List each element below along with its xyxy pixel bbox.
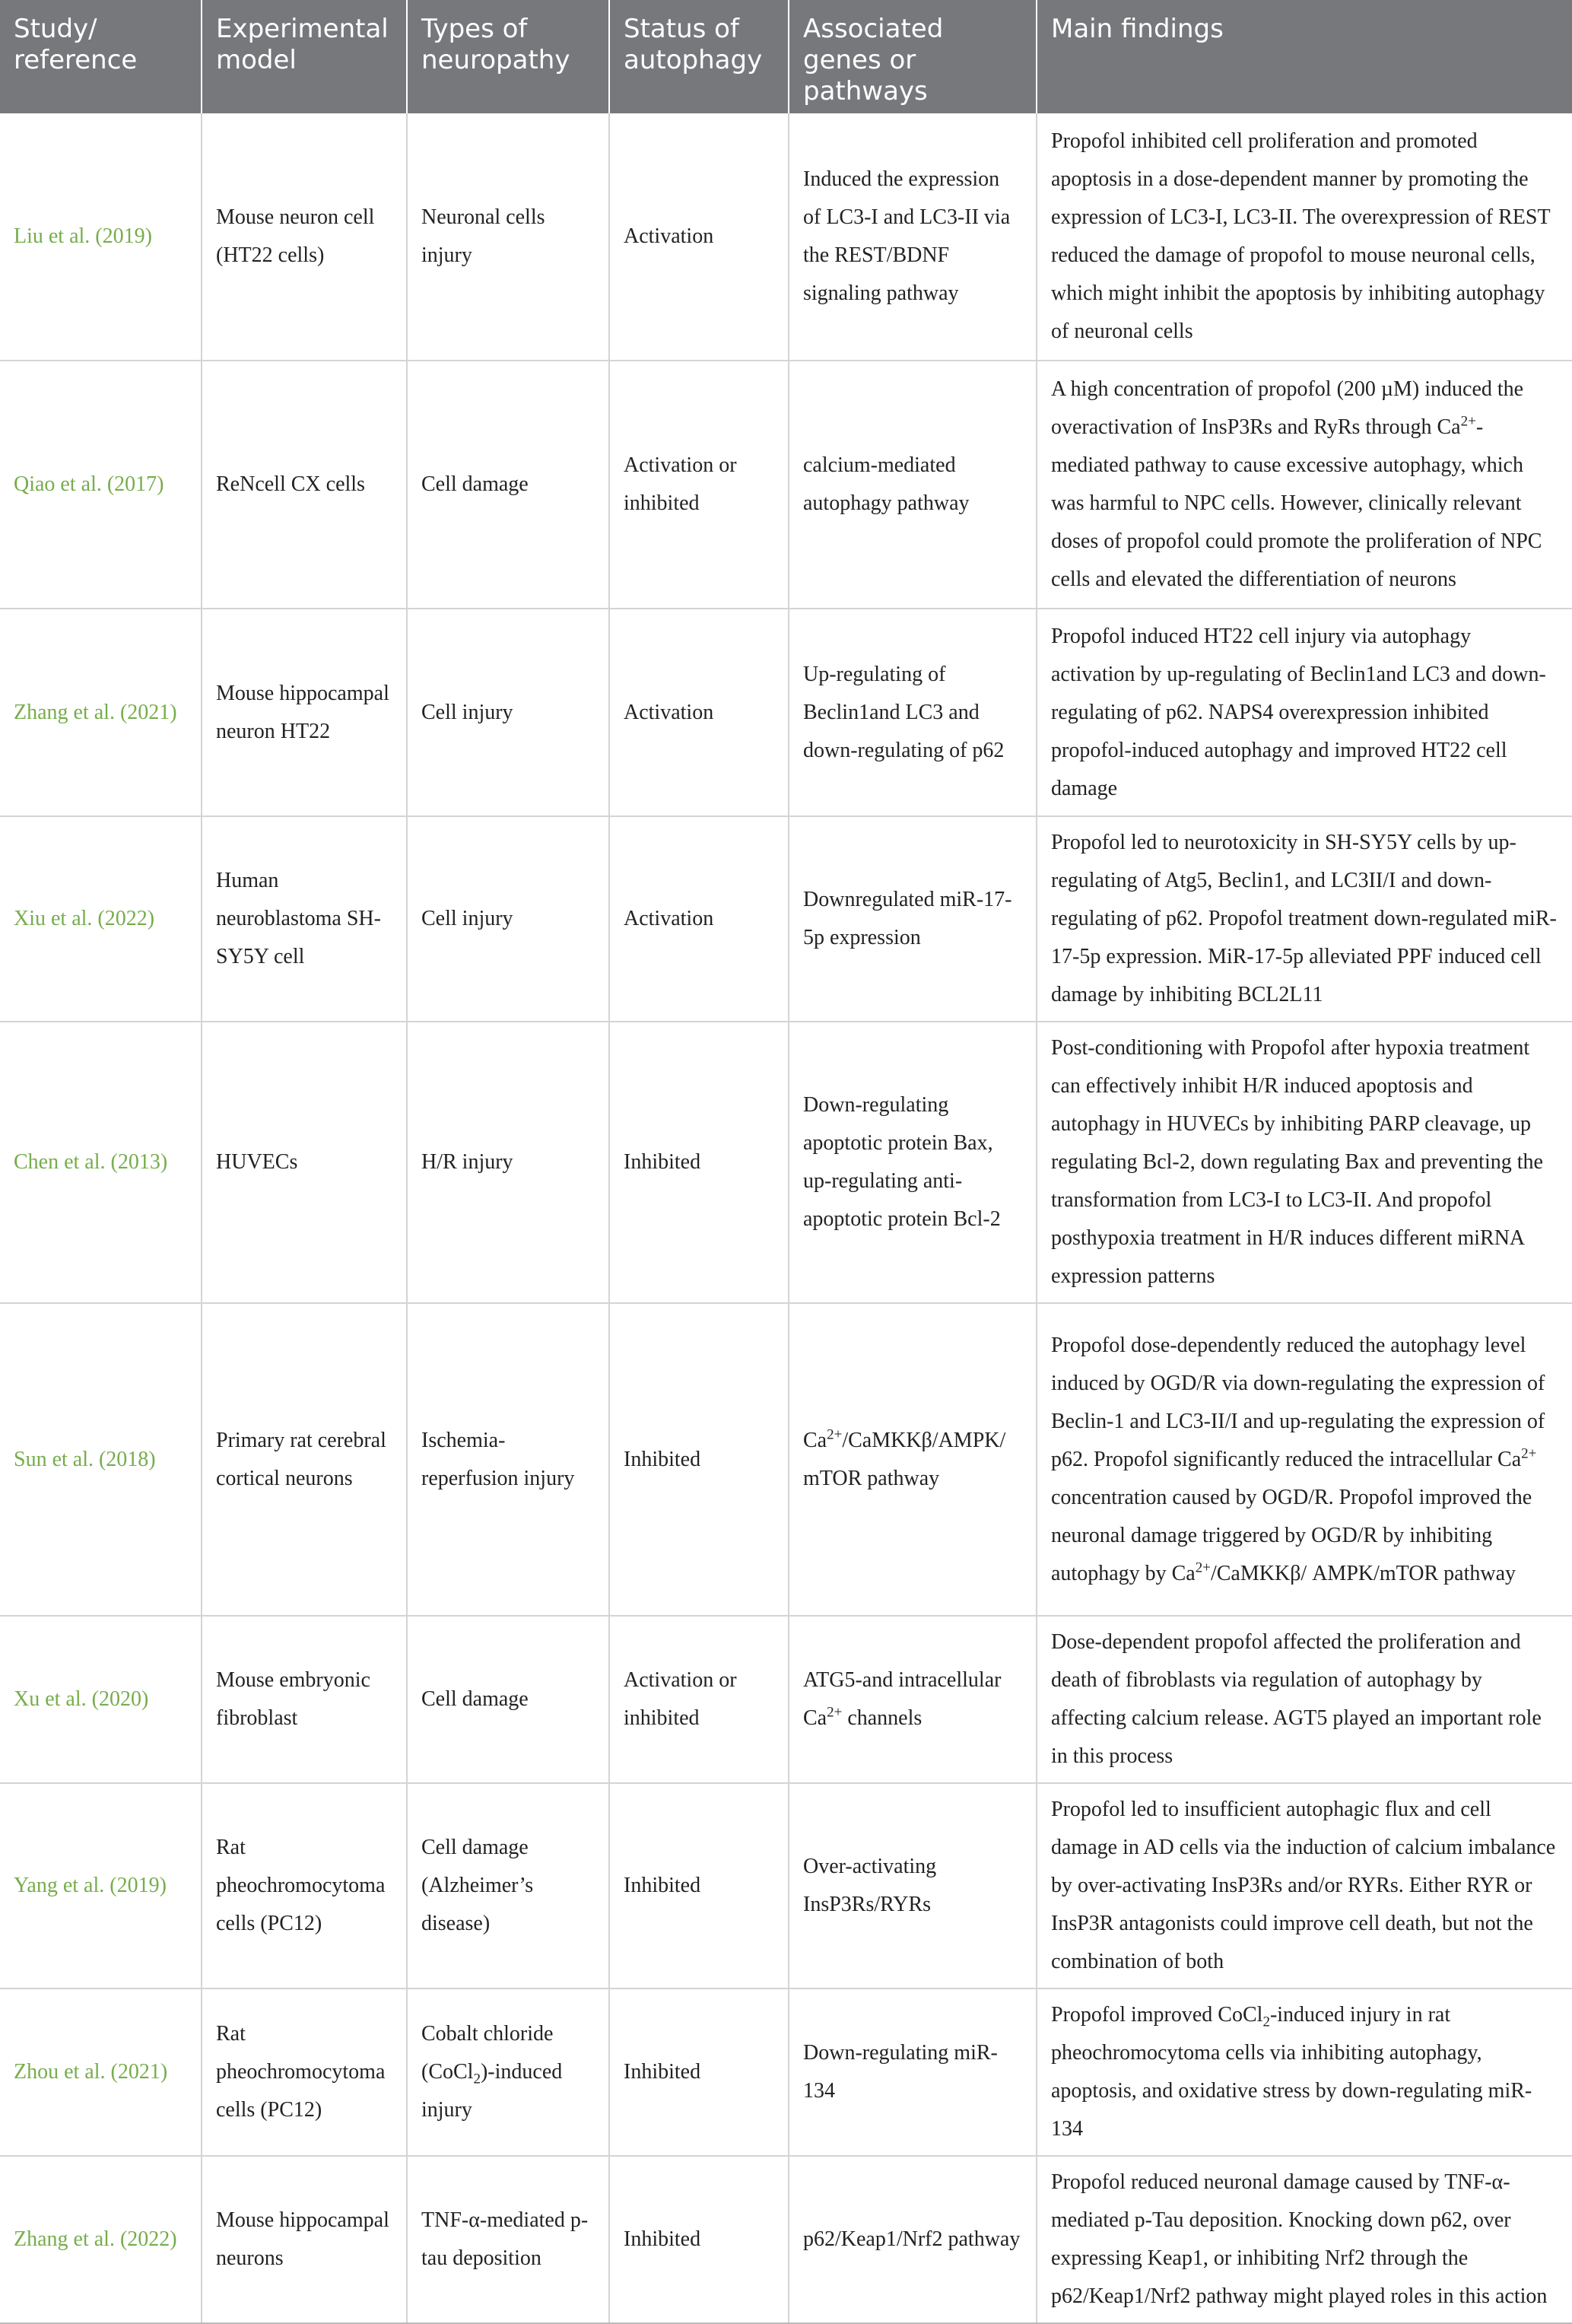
genes-pathways-cell: Up-regulating of Beclin1and LC3 and down-regulating of p62: [789, 609, 1037, 816]
main-findings-cell: Post-conditioning with Propofol after hypoxia treatment can effectively inhibit H/R induced apoptosis and autophagy in HUVECs by inhibiting PARP cleavage, up regulating Bcl-2, down regulating Bax and preventing the transformation from LC3-I to LC3-II. And propofol posthypoxia treatment in H/R induces different miRNA expression patterns: [1037, 1022, 1572, 1303]
study-reference-link[interactable]: Zhang et al. (2021): [0, 609, 202, 816]
main-findings-cell: Propofol inhibited cell proliferation and promoted apoptosis in a dose-dependent manner by promoting the expression of LC3-I, LC3-II. The overexpression of REST reduced the damage of propofol to mouse neuronal cells, which might inhibit the apoptosis by inhibiting autophagy of neuronal cells: [1037, 113, 1572, 361]
neuropathy-type-cell: Neuronal cells injury: [407, 113, 609, 361]
header-autophagy-status: Status of autophagy: [609, 0, 789, 113]
study-reference-link[interactable]: Liu et al. (2019): [0, 113, 202, 361]
findings-text-part: Propofol improved CoCl: [1051, 2003, 1263, 2027]
autophagy-status-cell: Activation or inhibited: [609, 1616, 789, 1783]
genes-pathways-cell: Downregulated miR-17-5p expression: [789, 816, 1037, 1022]
experimental-model-cell: ReNcell CX cells: [202, 361, 407, 609]
findings-text-part: Propofol dose-dependently reduced the autophagy level induced by OGD/R via down-regulating the expression of Beclin-1 and LC3-II/I and up-regulating the expression of p62. Propofol significantly reduced the intracellular Ca: [1051, 1333, 1545, 1471]
header-genes-pathways: Associated genes or pathways: [789, 0, 1037, 113]
experimental-model-cell: Rat pheochromocytoma cells (PC12): [202, 1783, 407, 1989]
neuropathy-type-cell: Cell damage (Alzheimer’s disease): [407, 1783, 609, 1989]
header-row: [0, 0, 1572, 113]
table-row: [0, 1303, 1572, 1616]
experimental-model-cell: Mouse hippocampal neurons: [202, 2156, 407, 2323]
superscript: 2+: [1460, 413, 1476, 430]
study-reference-link[interactable]: Zhou et al. (2021): [0, 1989, 202, 2156]
main-findings-cell: [1037, 1989, 1572, 2156]
neuropathy-type-cell: Ischemia-reperfusion injury: [407, 1303, 609, 1616]
genes-pathways-cell: Down-regulating apoptotic protein Bax, up-regulating anti-apoptotic protein Bcl-2: [789, 1022, 1037, 1303]
superscript: 2+: [827, 1426, 843, 1443]
table-row: [0, 1022, 1572, 1303]
neuropathy-type-cell: [407, 1989, 609, 2156]
experimental-model-cell: Rat pheochromocytoma cells (PC12): [202, 1989, 407, 2156]
superscript: 2+: [1521, 1445, 1537, 1462]
neuropathy-type-cell: TNF-α-mediated p-tau deposition: [407, 2156, 609, 2323]
study-reference-link[interactable]: Sun et al. (2018): [0, 1303, 202, 1616]
genes-pathways-cell: calcium-mediated autophagy pathway: [789, 361, 1037, 609]
genes-pathways-cell: Down-regulating miR-134: [789, 1989, 1037, 2156]
table-row: [0, 816, 1572, 1022]
table-row: [0, 609, 1572, 816]
autophagy-status-cell: Activation or inhibited: [609, 361, 789, 609]
study-reference-link[interactable]: Chen et al. (2013): [0, 1022, 202, 1303]
genes-pathways-cell: Induced the expression of LC3-I and LC3-II via the REST/BDNF signaling pathway: [789, 113, 1037, 361]
autophagy-status-cell: Activation: [609, 816, 789, 1022]
superscript: 2+: [827, 1704, 843, 1721]
autophagy-status-cell: Activation: [609, 113, 789, 361]
table-row: [0, 113, 1572, 361]
main-findings-cell: Dose-dependent propofol affected the proliferation and death of fibroblasts via regulation of autophagy by affecting calcium release. AGT5 played an important role in this process: [1037, 1616, 1572, 1783]
autophagy-status-cell: Activation: [609, 609, 789, 816]
genes-text-part: channels: [842, 1706, 923, 1730]
subscript: 2: [473, 2071, 481, 2087]
header-main-findings: Main findings: [1037, 0, 1572, 113]
findings-text-part: -mediated pathway to cause excessive autophagy, which was harmful to NPC cells. However, clinically relevant doses of propofol could promote the proliferation of NPC cells and elevated the differentiation of neurons: [1051, 415, 1542, 591]
main-findings-cell: Propofol reduced neuronal damage caused by TNF-α-mediated p-Tau deposition. Knocking down p62, over expressing Keap1, or inhibiting Nrf2 through the p62/Keap1/Nrf2 pathway might played roles in this action: [1037, 2156, 1572, 2323]
genes-pathways-cell: [789, 1616, 1037, 1783]
autophagy-status-cell: Inhibited: [609, 2156, 789, 2323]
study-reference-link[interactable]: Xu et al. (2020): [0, 1616, 202, 1783]
experimental-model-cell: Primary rat cerebral cortical neurons: [202, 1303, 407, 1616]
findings-text-part: /CaMKKβ/ AMPK/mTOR pathway: [1210, 1561, 1516, 1585]
experimental-model-cell: HUVECs: [202, 1022, 407, 1303]
table-row: [0, 361, 1572, 609]
main-findings-cell: [1037, 361, 1572, 609]
study-reference-link[interactable]: Xiu et al. (2022): [0, 816, 202, 1022]
experimental-model-cell: Human neuroblastoma SH-SY5Y cell: [202, 816, 407, 1022]
study-reference-link[interactable]: Qiao et al. (2017): [0, 361, 202, 609]
genes-text-part: /CaMKKβ/AMPK/ mTOR pathway: [803, 1428, 1006, 1490]
neuropathy-type-cell: Cell injury: [407, 609, 609, 816]
study-reference-link[interactable]: Yang et al. (2019): [0, 1783, 202, 1989]
autophagy-status-cell: Inhibited: [609, 1989, 789, 2156]
header-experimental-model: Experimental model: [202, 0, 407, 113]
neuropathy-type-cell: H/R injury: [407, 1022, 609, 1303]
findings-text-part: -induced injury in rat pheochromocytoma cells via inhibiting autophagy, apoptosis, and oxidative stress by down-regulating miR-134: [1051, 2003, 1532, 2141]
study-reference-link[interactable]: Zhang et al. (2022): [0, 2156, 202, 2323]
superscript: 2+: [1195, 1559, 1211, 1576]
neuropathy-type-cell: Cell damage: [407, 361, 609, 609]
table-row: [0, 1783, 1572, 1989]
neuropathy-text-part: )-induced injury: [421, 2060, 563, 2122]
autophagy-status-cell: Inhibited: [609, 1783, 789, 1989]
genes-text-part: Ca: [803, 1428, 827, 1452]
main-findings-cell: Propofol induced HT22 cell injury via autophagy activation by up-regulating of Beclin1and LC3 and down-regulating of p62. NAPS4 overexpression inhibited propofol-induced autophagy and improved HT22 cell damage: [1037, 609, 1572, 816]
findings-text-part: concentration caused by OGD/R. Propofol improved the neuronal damage triggered by OGD/R by inhibiting autophagy by Ca: [1051, 1485, 1532, 1585]
main-findings-cell: Propofol led to neurotoxicity in SH-SY5Y cells by up-regulating of Atg5, Beclin1, and LC3II/I and down-regulating of p62. Propofol treatment down-regulated miR-17-5p expression. MiR-17-5p alleviated PPF induced cell damage by inhibiting BCL2L11: [1037, 816, 1572, 1022]
experimental-model-cell: Mouse neuron cell (HT22 cells): [202, 113, 407, 361]
header-study: Study/ reference: [0, 0, 202, 113]
table-row: [0, 1989, 1572, 2156]
genes-pathways-cell: [789, 1303, 1037, 1616]
genes-pathways-cell: p62/Keap1/Nrf2 pathway: [789, 2156, 1037, 2323]
experimental-model-cell: Mouse embryonic fibroblast: [202, 1616, 407, 1783]
findings-text-part: A high concentration of propofol (200 µM) induced the overactivation of InsP3Rs and RyRs through Ca: [1051, 377, 1524, 439]
experimental-model-cell: Mouse hippocampal neuron HT22: [202, 609, 407, 816]
genes-pathways-cell: Over-activating InsP3Rs/RYRs: [789, 1783, 1037, 1989]
main-findings-cell: [1037, 1303, 1572, 1616]
neuropathy-type-cell: Cell damage: [407, 1616, 609, 1783]
neuropathy-type-cell: Cell injury: [407, 816, 609, 1022]
neuropathy-text-part: Cobalt chloride (CoCl: [421, 2022, 554, 2084]
header-neuropathy-type: Types of neuropathy: [407, 0, 609, 113]
genes-text-part: ATG5-and intracellular Ca: [803, 1668, 1002, 1730]
autophagy-status-cell: Inhibited: [609, 1022, 789, 1303]
table-row: [0, 1616, 1572, 1783]
main-findings-cell: Propofol led to insufficient autophagic flux and cell damage in AD cells via the induction of calcium imbalance by over-activating InsP3Rs and/or RYRs. Either RYR or InsP3R antagonists could improve cell death, but not the combination of both: [1037, 1783, 1572, 1989]
autophagy-status-cell: Inhibited: [609, 1303, 789, 1616]
table-row: [0, 2156, 1572, 2323]
subscript: 2: [1262, 2014, 1270, 2030]
